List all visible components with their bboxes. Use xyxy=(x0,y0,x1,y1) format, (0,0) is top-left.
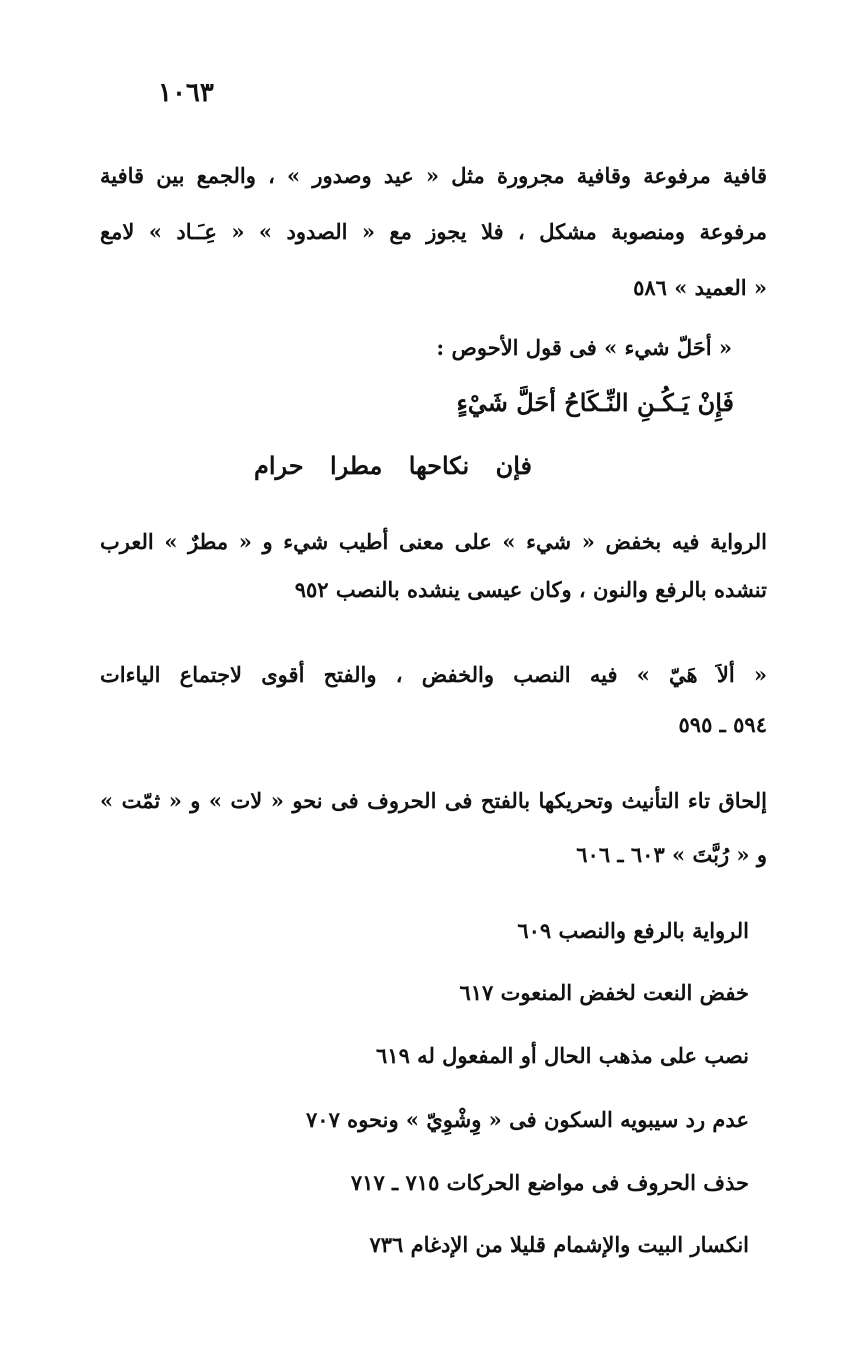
paragraph-riwaya xyxy=(100,518,767,614)
index-entry: خفض النعت لخفض المنعوت ٦١٧ xyxy=(459,980,749,1005)
paragraph-ala-hayy xyxy=(100,650,767,750)
paragraph-ilhaq xyxy=(100,774,767,882)
index-entry: انكسار البيت والإشمام قليلا من الإدغام ٧٣٦ xyxy=(369,1232,749,1257)
verse-line-first: فَإِنْ يَـكُـنِ النِّـكَاحُ أحَلَّ شَيْءٍ xyxy=(456,388,734,417)
index-entry: عدم رد سيبويه السكون فى « وِشْوِيّ » ونحوه ٧٠٧ xyxy=(306,1107,749,1132)
index-entry: نصب على مذهب الحال أو المفعول له ٦١٩ xyxy=(376,1043,749,1068)
paragraph-line: مرفوعة ومنصوبة مشكل ، فلا يجوز مع « الصدود » « عِـَـاد » لامع xyxy=(100,219,767,244)
paragraph-line: و « رُبَّتَ » ٦٠٣ ـ ٦٠٦ xyxy=(576,842,767,867)
paragraph-line: تنشده بالرفع والنون ، وكان عيسى ينشده بالنصب ٩٥٢ xyxy=(294,577,767,602)
verse-line-second: فإن نكاحها مطرا حرام xyxy=(254,451,532,480)
index-entry: الرواية بالرفع والنصب ٦٠٩ xyxy=(517,918,749,943)
paragraph-line: الرواية فيه بخفض « شيء » على معنى أطيب شيء و « مطرٌ » العرب xyxy=(100,529,767,554)
verse-title: « أحَلّ شيء » فى قول الأحوص : xyxy=(436,335,732,360)
paragraph-line: « ألاَ هَيّ » فيه النصب والخفض ، والفتح أقوى لاجتماع الياءات xyxy=(100,662,767,687)
paragraph-line: « العميد » ٥٨٦ xyxy=(633,275,767,300)
paragraph-line: إلحاق تاء التأنيث وتحريكها بالفتح فى الحروف فى نحو « لات » و « ثمّت » xyxy=(100,788,767,813)
paragraph-rhyme xyxy=(100,148,767,316)
page-number: ١٠٦٣ xyxy=(158,78,214,108)
paragraph-line: ٥٩٤ ـ ٥٩٥ xyxy=(678,712,767,737)
paragraph-line: قافية مرفوعة وقافية مجرورة مثل « عيد وصدور » ، والجمع بين قافية xyxy=(100,163,767,188)
index-entry: حذف الحروف فى مواضع الحركات ٧١٥ ـ ٧١٧ xyxy=(350,1170,749,1195)
